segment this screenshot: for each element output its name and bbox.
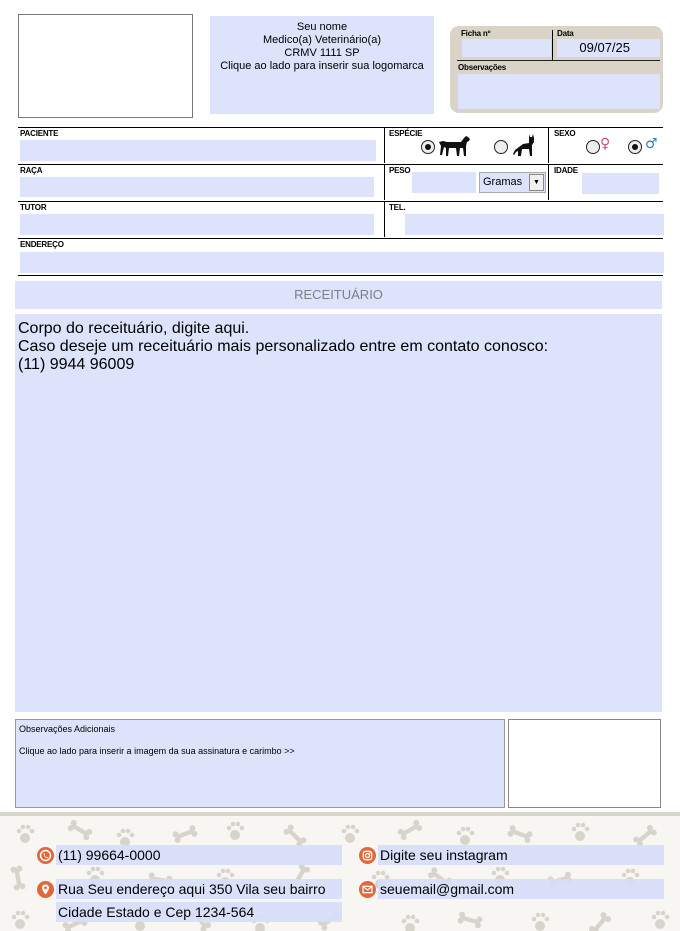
data-input[interactable]: [557, 39, 660, 57]
logo-placeholder[interactable]: [18, 14, 193, 118]
endereco-label: ENDEREÇO: [20, 240, 64, 249]
idade-label: IDADE: [554, 166, 578, 175]
footer-email[interactable]: [378, 879, 664, 899]
ficha-label: Ficha nº: [461, 29, 491, 38]
vet-crmv: CRMV 1111 SP: [284, 47, 360, 59]
footer-address-line-2[interactable]: [56, 902, 342, 922]
female-symbol-icon: ♀: [600, 136, 611, 152]
additional-notes-box[interactable]: [15, 719, 505, 808]
obs-label: Observações: [458, 63, 507, 72]
email-icon: [359, 881, 376, 898]
obs-input[interactable]: [458, 74, 660, 109]
especie-label: ESPÉCIE: [389, 129, 423, 138]
record-divider: [457, 60, 660, 61]
male-symbol-icon: ♂: [645, 136, 658, 152]
prescription-line-3: (11) 9944 96009: [18, 356, 135, 373]
peso-input[interactable]: [412, 172, 476, 193]
record-box: [450, 26, 663, 113]
divider: [384, 164, 385, 200]
instagram-icon: [359, 847, 376, 864]
idade-input[interactable]: [582, 173, 659, 194]
divider: [548, 127, 549, 163]
logo-hint: Clique ao lado para inserir sua logomarca: [220, 60, 424, 72]
row-line-1: [18, 127, 663, 128]
tel-label: TEL.: [389, 203, 406, 212]
raca-input[interactable]: [20, 177, 374, 197]
row-line-2: [18, 164, 663, 165]
ficha-input[interactable]: [462, 39, 551, 57]
prescription-line-2: Caso deseje um receituário mais personalizado entre em contato conosco:: [18, 338, 549, 355]
prescription-line-1: Corpo do receituário, digite aqui.: [18, 320, 250, 337]
raca-label: RAÇA: [20, 166, 43, 175]
prescription-body[interactable]: [15, 314, 662, 712]
chevron-down-icon[interactable]: ▼: [529, 174, 544, 191]
signature-image-box[interactable]: [508, 719, 661, 808]
row-line-3: [18, 201, 663, 202]
footer-instagram[interactable]: [378, 845, 664, 865]
row-line-5: [18, 275, 663, 276]
footer-email-text: seuemail@gmail.com: [380, 881, 515, 897]
footer-address-line-2-text: Cidade Estado e Cep 1234-564: [58, 904, 255, 920]
endereco-input[interactable]: [20, 252, 664, 273]
tutor-label: TUTOR: [20, 203, 47, 212]
footer-instagram-text: Digite seu instagram: [380, 847, 508, 863]
vet-info-box[interactable]: [210, 16, 434, 114]
sexo-label: SEXO: [554, 129, 576, 138]
peso-label: PESO: [389, 166, 411, 175]
additional-notes-title: Observações Adicionais: [19, 724, 116, 734]
data-label: Data: [557, 29, 574, 38]
paciente-input[interactable]: [20, 140, 376, 161]
footer-phone-text: (11) 99664-0000: [58, 847, 161, 863]
divider: [384, 201, 385, 237]
cat-icon: [511, 132, 537, 158]
peso-unit-select[interactable]: [479, 172, 546, 193]
sexo-male-radio[interactable]: [628, 140, 642, 154]
signature-hint: Clique ao lado para inserir a imagem da sua assinatura e carimbo >>: [19, 746, 295, 756]
vet-title: Medico(a) Veterinário(a): [263, 34, 381, 46]
prescription-title: RECEITUÁRIO: [294, 287, 383, 302]
tel-input[interactable]: [405, 214, 664, 235]
whatsapp-icon: [37, 847, 54, 864]
dog-icon: [437, 133, 471, 157]
tutor-input[interactable]: [20, 214, 374, 235]
prescription-title-bar: [15, 281, 662, 309]
divider: [548, 164, 549, 200]
footer-address-line-1-text: Rua Seu endereço aqui 350 Vila seu bairro: [58, 881, 326, 897]
vet-name: Seu nome: [296, 21, 348, 33]
footer-phone[interactable]: [56, 845, 342, 865]
location-pin-icon: [37, 881, 54, 898]
footer-address-line-1[interactable]: [56, 879, 342, 899]
paciente-label: PACIENTE: [20, 129, 59, 138]
ficha-divider: [552, 30, 553, 60]
divider: [384, 127, 385, 163]
especie-cat-radio[interactable]: [494, 140, 508, 154]
row-line-4: [18, 238, 663, 239]
sexo-female-radio[interactable]: [586, 140, 600, 154]
especie-dog-radio[interactable]: [421, 140, 435, 154]
data-value: 09/07/25: [579, 40, 630, 55]
peso-unit-value: Gramas: [483, 176, 523, 188]
